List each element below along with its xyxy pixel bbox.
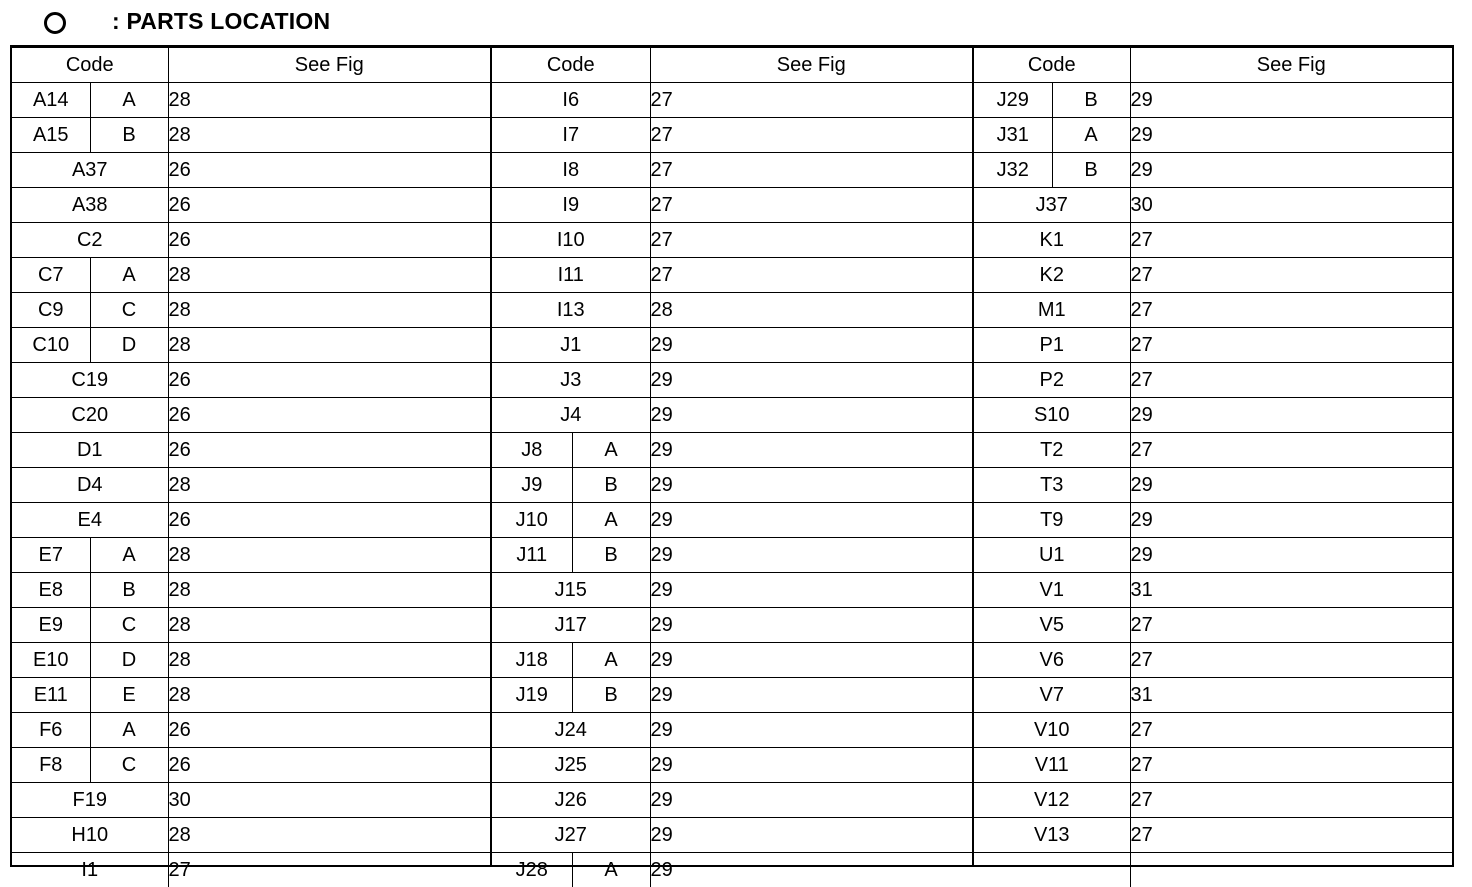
code-cell: E7	[12, 538, 90, 573]
code-cell: J8	[492, 433, 572, 468]
table-row	[974, 643, 1452, 678]
see-fig-cell: 27	[1130, 748, 1452, 783]
table-row	[492, 608, 972, 643]
see-fig-cell: 27	[1130, 328, 1452, 363]
code-cell: J27	[492, 818, 650, 853]
code-cell: C20	[12, 398, 168, 433]
table-row	[492, 398, 972, 433]
code-suffix-cell: B	[90, 573, 168, 608]
code-header: Code	[492, 48, 650, 83]
table-row	[492, 83, 972, 118]
see-fig-cell: 31	[1130, 678, 1452, 713]
code-cell: F8	[12, 748, 90, 783]
table-row	[974, 713, 1452, 748]
table-row	[974, 328, 1452, 363]
see-fig-cell: 27	[650, 258, 972, 293]
code-cell: I10	[492, 223, 650, 258]
code-cell: V11	[974, 748, 1130, 783]
table-row	[492, 538, 972, 573]
code-cell: C19	[12, 363, 168, 398]
code-cell: H10	[12, 818, 168, 853]
code-cell: I11	[492, 258, 650, 293]
table-row	[492, 503, 972, 538]
table-row	[974, 748, 1452, 783]
see-fig-cell: 29	[650, 643, 972, 678]
see-fig-cell: 29	[650, 573, 972, 608]
code-cell: J15	[492, 573, 650, 608]
see-fig-cell: 27	[1130, 713, 1452, 748]
see-fig-cell: 31	[1130, 573, 1452, 608]
table-row	[492, 328, 972, 363]
see-fig-cell: 29	[650, 783, 972, 818]
code-cell: U1	[974, 538, 1130, 573]
code-suffix-cell: B	[90, 118, 168, 153]
table-row	[492, 118, 972, 153]
code-cell: P2	[974, 363, 1130, 398]
parts-table	[974, 47, 1452, 887]
see-fig-cell: 29	[650, 538, 972, 573]
table-row	[12, 118, 490, 153]
code-suffix-cell: B	[1052, 83, 1130, 118]
code-cell: V12	[974, 783, 1130, 818]
code-suffix-cell: A	[90, 83, 168, 118]
see-fig-cell	[1130, 853, 1452, 887]
code-cell: J24	[492, 713, 650, 748]
code-cell: J1	[492, 328, 650, 363]
table-row	[974, 818, 1452, 853]
table-row	[12, 398, 490, 433]
code-suffix-cell: A	[1052, 118, 1130, 153]
see-fig-cell: 27	[650, 118, 972, 153]
circle-icon	[44, 12, 66, 34]
table-row	[12, 468, 490, 503]
see-fig-cell: 26	[168, 188, 490, 223]
see-fig-cell: 29	[650, 468, 972, 503]
see-fig-cell: 26	[168, 713, 490, 748]
code-suffix-cell: B	[572, 678, 650, 713]
table-row	[492, 783, 972, 818]
see-fig-cell: 29	[650, 713, 972, 748]
see-fig-cell: 27	[168, 853, 490, 887]
table-row	[974, 573, 1452, 608]
see-fig-cell: 28	[168, 258, 490, 293]
parts-table	[492, 47, 972, 887]
see-fig-cell: 29	[1130, 118, 1452, 153]
table-row	[974, 853, 1452, 887]
table-row	[492, 363, 972, 398]
see-fig-cell: 30	[168, 783, 490, 818]
see-fig-cell: 27	[1130, 363, 1452, 398]
see-fig-cell: 28	[168, 608, 490, 643]
code-cell: D4	[12, 468, 168, 503]
code-cell: V13	[974, 818, 1130, 853]
code-suffix-cell: C	[90, 293, 168, 328]
see-fig-cell: 26	[168, 363, 490, 398]
code-suffix-cell: A	[90, 258, 168, 293]
table-row	[12, 503, 490, 538]
table-row	[12, 363, 490, 398]
code-header: Code	[12, 48, 168, 83]
see-fig-cell: 26	[168, 748, 490, 783]
code-cell	[974, 853, 1130, 887]
code-cell: S10	[974, 398, 1130, 433]
table-row	[12, 748, 490, 783]
table-row	[492, 678, 972, 713]
table-row	[12, 258, 490, 293]
code-cell: J37	[974, 188, 1130, 223]
table-row	[492, 818, 972, 853]
code-cell: V6	[974, 643, 1130, 678]
see-fig-cell: 27	[1130, 643, 1452, 678]
see-fig-cell: 29	[650, 678, 972, 713]
code-cell: E8	[12, 573, 90, 608]
table-row	[492, 293, 972, 328]
code-cell: V5	[974, 608, 1130, 643]
see-fig-cell: 26	[168, 503, 490, 538]
see-fig-cell: 28	[168, 538, 490, 573]
see-fig-header: See Fig	[1130, 48, 1452, 83]
parts-table	[12, 47, 490, 887]
see-fig-cell: 28	[168, 468, 490, 503]
table-row	[12, 153, 490, 188]
see-fig-cell: 27	[1130, 783, 1452, 818]
see-fig-cell: 28	[168, 328, 490, 363]
see-fig-cell: 28	[168, 818, 490, 853]
table-row	[492, 748, 972, 783]
parts-location-table	[10, 45, 1454, 867]
code-cell: J29	[974, 83, 1052, 118]
code-cell: J17	[492, 608, 650, 643]
code-cell: T3	[974, 468, 1130, 503]
see-fig-cell: 28	[650, 293, 972, 328]
code-cell: J19	[492, 678, 572, 713]
see-fig-cell: 28	[168, 118, 490, 153]
code-cell: E11	[12, 678, 90, 713]
code-cell: V7	[974, 678, 1130, 713]
code-cell: A38	[12, 188, 168, 223]
table-row	[492, 643, 972, 678]
code-suffix-cell: E	[90, 678, 168, 713]
table-row	[974, 83, 1452, 118]
table-row	[974, 118, 1452, 153]
code-cell: J18	[492, 643, 572, 678]
see-fig-cell: 27	[650, 223, 972, 258]
see-fig-cell: 29	[650, 363, 972, 398]
code-cell: J32	[974, 153, 1052, 188]
code-cell: J25	[492, 748, 650, 783]
code-suffix-cell: A	[572, 853, 650, 887]
table-row	[12, 188, 490, 223]
see-fig-cell: 27	[1130, 608, 1452, 643]
code-cell: C10	[12, 328, 90, 363]
see-fig-header: See Fig	[168, 48, 490, 83]
table-row	[974, 363, 1452, 398]
code-cell: V1	[974, 573, 1130, 608]
code-cell: J28	[492, 853, 572, 887]
table-block-3	[972, 47, 1452, 865]
see-fig-cell: 27	[1130, 293, 1452, 328]
table-row	[12, 608, 490, 643]
code-suffix-cell: B	[572, 538, 650, 573]
see-fig-cell: 29	[650, 818, 972, 853]
see-fig-cell: 29	[650, 748, 972, 783]
table-row	[974, 538, 1452, 573]
code-cell: K2	[974, 258, 1130, 293]
code-cell: I8	[492, 153, 650, 188]
table-row	[12, 643, 490, 678]
code-suffix-cell: C	[90, 748, 168, 783]
code-suffix-cell: A	[90, 538, 168, 573]
see-fig-cell: 27	[1130, 258, 1452, 293]
see-fig-cell: 29	[650, 503, 972, 538]
see-fig-cell: 27	[650, 188, 972, 223]
table-row	[492, 573, 972, 608]
table-row	[974, 293, 1452, 328]
see-fig-cell: 27	[1130, 433, 1452, 468]
code-cell: I6	[492, 83, 650, 118]
code-suffix-cell: A	[572, 643, 650, 678]
see-fig-cell: 28	[168, 573, 490, 608]
see-fig-cell: 28	[168, 83, 490, 118]
code-cell: I1	[12, 853, 168, 887]
code-cell: K1	[974, 223, 1130, 258]
see-fig-cell: 30	[1130, 188, 1452, 223]
see-fig-cell: 29	[1130, 398, 1452, 433]
see-fig-cell: 27	[1130, 223, 1452, 258]
code-suffix-cell: D	[90, 643, 168, 678]
page-title: : PARTS LOCATION	[112, 8, 330, 35]
code-suffix-cell: A	[572, 503, 650, 538]
table-row	[492, 188, 972, 223]
code-cell: E4	[12, 503, 168, 538]
code-cell: C2	[12, 223, 168, 258]
see-fig-cell: 27	[1130, 818, 1452, 853]
code-cell: A37	[12, 153, 168, 188]
table-row	[492, 153, 972, 188]
table-row	[12, 678, 490, 713]
table-row	[12, 818, 490, 853]
header-row	[974, 48, 1452, 83]
see-fig-cell: 26	[168, 223, 490, 258]
see-fig-cell: 28	[168, 678, 490, 713]
table-row	[12, 433, 490, 468]
code-cell: I9	[492, 188, 650, 223]
see-fig-cell: 26	[168, 153, 490, 188]
code-cell: A15	[12, 118, 90, 153]
code-cell: C7	[12, 258, 90, 293]
table-row	[492, 433, 972, 468]
table-row	[492, 713, 972, 748]
see-fig-cell: 29	[1130, 538, 1452, 573]
see-fig-cell: 27	[650, 83, 972, 118]
table-row	[12, 538, 490, 573]
code-suffix-cell: C	[90, 608, 168, 643]
code-cell: J31	[974, 118, 1052, 153]
code-cell: J10	[492, 503, 572, 538]
code-cell: I13	[492, 293, 650, 328]
see-fig-cell: 29	[650, 433, 972, 468]
code-cell: F6	[12, 713, 90, 748]
see-fig-cell: 29	[1130, 468, 1452, 503]
table-row	[12, 328, 490, 363]
table-row	[974, 783, 1452, 818]
table-row	[12, 293, 490, 328]
table-block-1	[12, 47, 490, 865]
code-cell: I7	[492, 118, 650, 153]
see-fig-cell: 28	[168, 293, 490, 328]
see-fig-cell: 29	[650, 853, 972, 887]
table-row	[492, 258, 972, 293]
table-row	[974, 678, 1452, 713]
see-fig-cell: 28	[168, 643, 490, 678]
header-row	[12, 48, 490, 83]
see-fig-header: See Fig	[650, 48, 972, 83]
table-row	[974, 468, 1452, 503]
table-row	[974, 188, 1452, 223]
header-row	[492, 48, 972, 83]
code-cell: A14	[12, 83, 90, 118]
code-cell: D1	[12, 433, 168, 468]
see-fig-cell: 29	[650, 328, 972, 363]
table-block-2	[490, 47, 972, 865]
table-row	[12, 783, 490, 818]
code-header: Code	[974, 48, 1130, 83]
table-row	[974, 608, 1452, 643]
table-row	[12, 223, 490, 258]
table-row	[974, 503, 1452, 538]
code-cell: E10	[12, 643, 90, 678]
code-cell: J11	[492, 538, 572, 573]
code-cell: T2	[974, 433, 1130, 468]
code-suffix-cell: A	[572, 433, 650, 468]
see-fig-cell: 29	[1130, 503, 1452, 538]
page-header	[44, 4, 330, 38]
code-suffix-cell: B	[1052, 153, 1130, 188]
code-cell: V10	[974, 713, 1130, 748]
code-suffix-cell: A	[90, 713, 168, 748]
table-row	[974, 153, 1452, 188]
table-row	[492, 853, 972, 887]
table-row	[12, 573, 490, 608]
code-suffix-cell: B	[572, 468, 650, 503]
code-cell: J3	[492, 363, 650, 398]
table-row	[12, 713, 490, 748]
table-row	[492, 223, 972, 258]
see-fig-cell: 29	[650, 398, 972, 433]
see-fig-cell: 26	[168, 398, 490, 433]
table-row	[974, 433, 1452, 468]
table-row	[12, 83, 490, 118]
see-fig-cell: 26	[168, 433, 490, 468]
see-fig-cell: 29	[1130, 153, 1452, 188]
table-row	[974, 258, 1452, 293]
code-cell: M1	[974, 293, 1130, 328]
table-row	[974, 223, 1452, 258]
table-row	[974, 398, 1452, 433]
see-fig-cell: 29	[650, 608, 972, 643]
code-cell: C9	[12, 293, 90, 328]
table-row	[12, 853, 490, 887]
code-cell: J9	[492, 468, 572, 503]
code-cell: E9	[12, 608, 90, 643]
code-cell: F19	[12, 783, 168, 818]
code-cell: J4	[492, 398, 650, 433]
table-row	[492, 468, 972, 503]
code-cell: T9	[974, 503, 1130, 538]
see-fig-cell: 27	[650, 153, 972, 188]
see-fig-cell: 29	[1130, 83, 1452, 118]
code-cell: P1	[974, 328, 1130, 363]
code-cell: J26	[492, 783, 650, 818]
code-suffix-cell: D	[90, 328, 168, 363]
